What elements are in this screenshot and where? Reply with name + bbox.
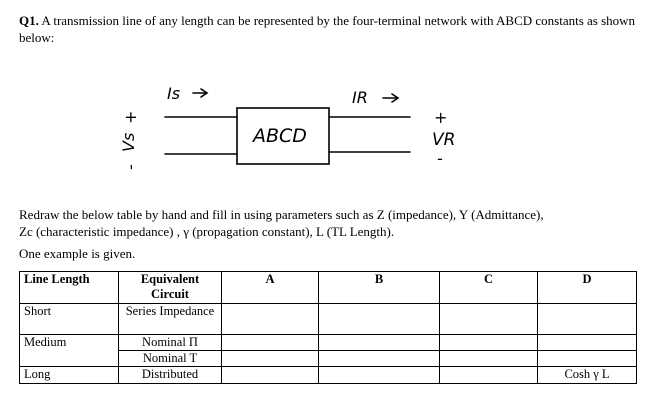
is-label: Is xyxy=(167,84,181,103)
cell-c xyxy=(440,351,538,367)
cell-b xyxy=(319,335,440,351)
header-b: B xyxy=(319,272,440,304)
abcd-table xyxy=(19,271,637,384)
vr-minus: - xyxy=(437,149,443,168)
table-row xyxy=(20,367,637,384)
table-row xyxy=(20,335,637,351)
cell-d xyxy=(538,304,637,335)
cell-length: Long xyxy=(20,367,119,384)
instructions-line-1: Redraw the below table by hand and fill in using parameters such as Z (impedance), Y (Admittance), xyxy=(19,207,544,222)
cell-a xyxy=(222,351,319,367)
instructions-line-2: Zc (characteristic impedance) , γ (propagation constant), L (TL Length). xyxy=(19,224,395,239)
cell-b xyxy=(319,304,440,335)
vs-label: Vs xyxy=(119,132,138,152)
cell-length: Short xyxy=(20,304,119,335)
question-number: Q1. xyxy=(19,13,39,28)
header-equivalent-circuit: Equivalent Circuit xyxy=(119,272,222,304)
vs-minus: - xyxy=(121,164,140,170)
cell-b xyxy=(319,367,440,384)
instructions xyxy=(19,206,639,240)
header-line-length: Line Length xyxy=(20,272,119,304)
cell-circuit: Nominal Π xyxy=(119,335,222,351)
vr-label: VR xyxy=(432,130,456,150)
cell-d xyxy=(538,351,637,367)
example-note: One example is given. xyxy=(19,246,136,261)
question-text xyxy=(19,12,639,46)
cell-c xyxy=(440,335,538,351)
header-a: A xyxy=(222,272,319,304)
ir-label: IR xyxy=(352,88,368,107)
abcd-network-diagram xyxy=(0,78,651,188)
cell-d: Cosh γ L xyxy=(538,367,637,384)
header-c: C xyxy=(440,272,538,304)
header-d: D xyxy=(538,272,637,304)
cell-c xyxy=(440,304,538,335)
abcd-label: ABCD xyxy=(253,125,307,147)
cell-c xyxy=(440,367,538,384)
cell-circuit: Distributed xyxy=(119,367,222,384)
question-body: A transmission line of any length can be represented by the four-terminal network with ABCD constants as shown below: xyxy=(19,13,636,45)
cell-circuit: Series Impedance xyxy=(119,304,222,335)
vr-plus: + xyxy=(434,108,448,127)
table-header-row xyxy=(20,272,637,304)
cell-b xyxy=(319,351,440,367)
cell-circuit: Nominal T xyxy=(119,351,222,367)
cell-d xyxy=(538,335,637,351)
table-row xyxy=(20,304,637,335)
cell-a xyxy=(222,367,319,384)
cell-a xyxy=(222,335,319,351)
cell-a xyxy=(222,304,319,335)
vs-plus: + xyxy=(121,110,140,124)
cell-length: Medium xyxy=(20,335,119,367)
